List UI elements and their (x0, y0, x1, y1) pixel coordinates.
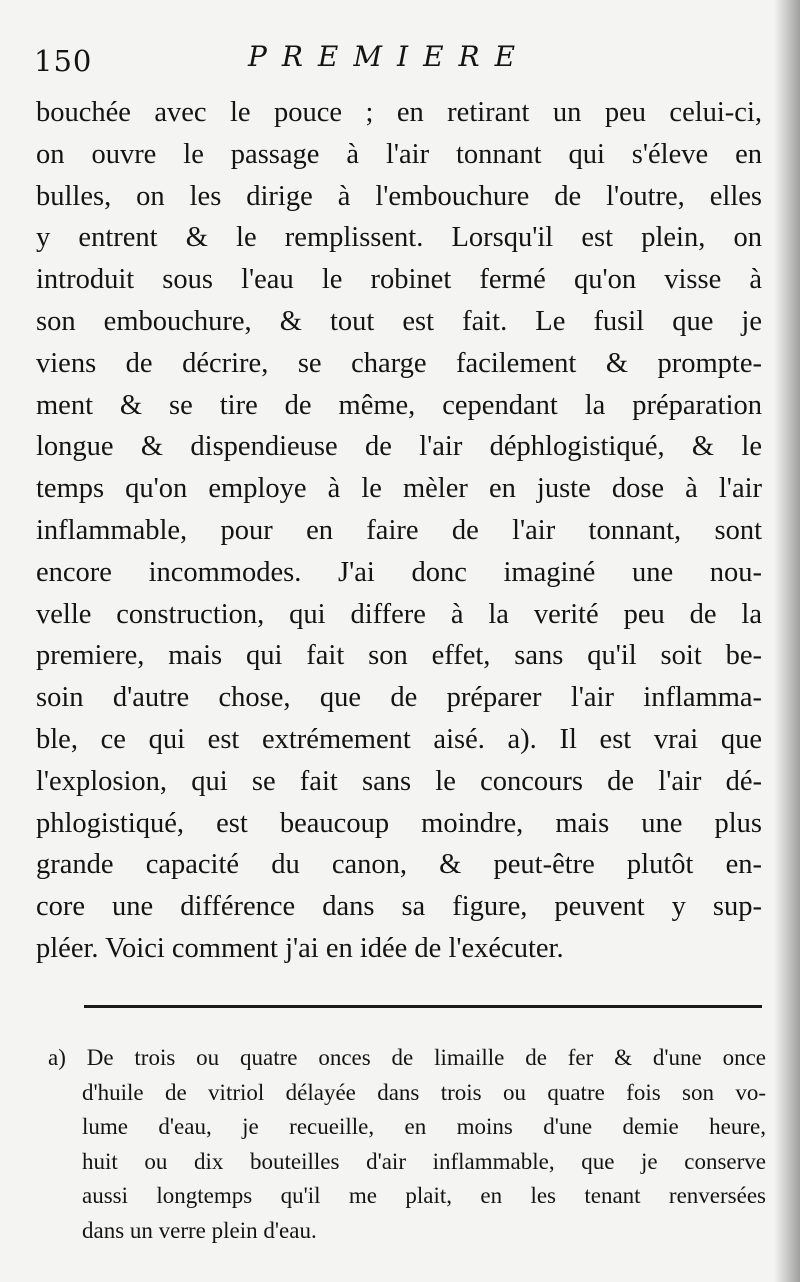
text-line: l'explosion, qui se fait sans le concours de l'air dé- (36, 765, 762, 797)
text-line: on ouvre le passage à l'air tonnant qui s'éleve en (36, 138, 762, 170)
footnote-line: dans un verre plein d'eau. (82, 1217, 317, 1243)
text-line: y entrent & le remplissent. Lorsqu'il est plein, on (36, 222, 762, 254)
footnote-rule (84, 1005, 762, 1008)
text-line: bouchée avec le pouce ; en retirant un peu celui-ci, (36, 97, 762, 128)
footnote-line: aussi longtemps qu'il me plait, en les tenant renversées (82, 1183, 766, 1209)
text-line: premiere, mais qui fait son effet, sans qu'il soit be- (36, 640, 762, 672)
footnote-line-text: De trois ou quatre onces de limaille de fer & d'une once (86, 1045, 767, 1070)
text-line: ble, ce qui est extrémement aisé. a). Il est vrai que (36, 723, 762, 755)
footnote-marker: a) (48, 1045, 66, 1070)
text-line: velle construction, qui differe à la verité peu de la (36, 598, 762, 630)
page-edge-shadow (774, 0, 800, 1282)
footnote-line: huit ou dix bouteilles d'air inflammable, que je conserve (82, 1148, 766, 1174)
footnote (48, 1041, 766, 1249)
text-line: encore incommodes. J'ai donc imaginé une nou- (36, 556, 762, 588)
body-text (36, 92, 762, 970)
footnote-line (48, 1041, 766, 1076)
text-line: longue & dispendieuse de l'air déphlogistiqué, & le (36, 431, 762, 463)
text-line: pléer. Voici comment j'ai en idée de l'exécuter. (36, 932, 564, 964)
text-line: core une différence dans sa figure, peuvent y sup- (36, 891, 762, 923)
text-line: viens de décrire, se charge facilement & prompte- (36, 347, 762, 379)
text-line: inflammable, pour en faire de l'air tonnant, sont (36, 514, 762, 546)
text-line: grande capacité du canon, & peut-être plutôt en- (36, 849, 762, 881)
page-number: 150 (34, 44, 93, 78)
text-line: bulles, on les dirige à l'embouchure de l'outre, elles (36, 180, 762, 212)
text-line: soin d'autre chose, que de préparer l'air inflamma- (36, 682, 762, 714)
text-line: ment & se tire de même, cependant la préparation (36, 389, 762, 421)
running-title: PREMIERE (248, 40, 531, 73)
footnote-line: lume d'eau, je recueille, en moins d'une demie heure, (82, 1114, 766, 1140)
text-line: temps qu'on employe à le mèler en juste dose à l'air (36, 473, 762, 505)
text-line: introduit sous l'eau le robinet fermé qu'on visse à (36, 264, 762, 296)
text-line: son embouchure, & tout est fait. Le fusil que je (36, 305, 762, 337)
text-line: phlogistiqué, est beaucoup moindre, mais une plus (36, 807, 762, 839)
footnote-line: d'huile de vitriol délayée dans trois ou quatre fois son vo- (82, 1079, 766, 1105)
